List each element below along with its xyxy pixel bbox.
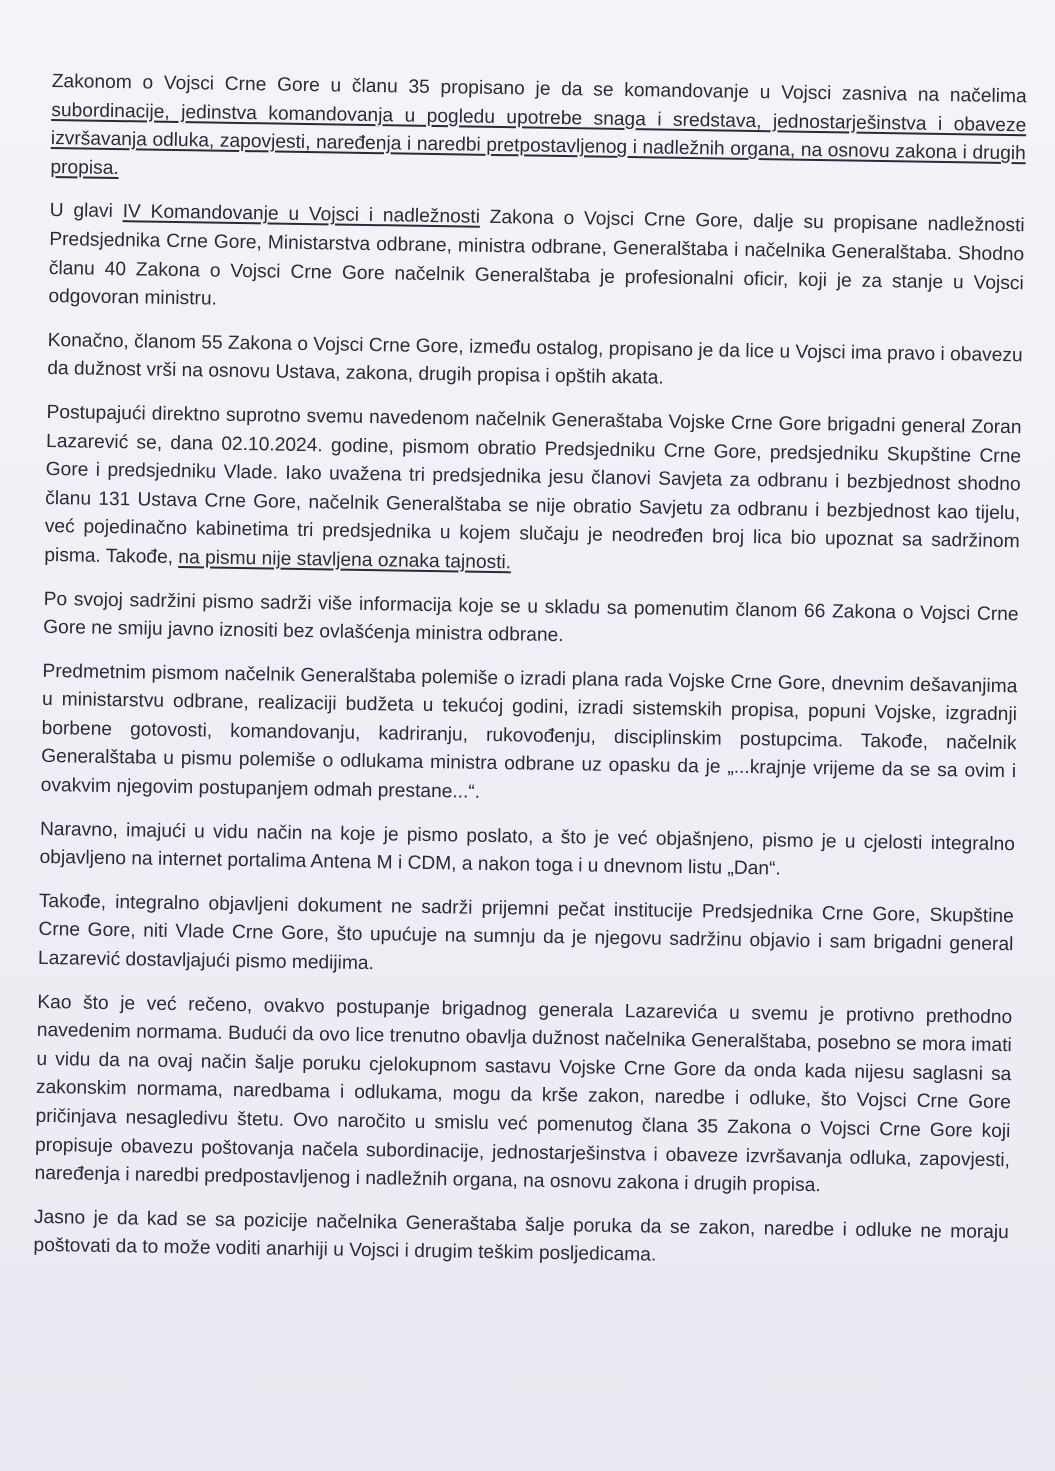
paragraph-4-underlined-text: na pismu nije stavljena oznaka tajnosti. [178, 546, 512, 574]
paragraph-3: Konačno, članom 55 Zakona o Vojsci Crne Gore, između ostalog, propisano je da lice u Vojsci ima pravo i obavezu da dužnost vrši na osnovu Ustava, zakona, drugih propisa i opštih akata. [47, 329, 1023, 389]
paragraph-1-text: Zakonom o Vojsci Crne Gore u članu 35 propisano je da se komandovanje u Vojsci zasniva na načelima [51, 70, 1027, 108]
paragraph-4 [44, 399, 1022, 586]
paragraph-1-underlined-text: subordinacije, jedinstva komandovanja u pogledu upotrebe snaga i sredstava, jednostarješinstva i obaveze izvršavanja odluka, zapovjesti, naređenja i naredbi pretpostavljenog i nadležnih organa, na osnovu zakona i drugih propisa. [50, 99, 1027, 179]
paragraph-6: Predmetnim pismom načelnik Generalštaba polemiše o izradi plana rada Vojske Crne Gore, dnevnim dešavanjima u ministarstvu odbrane, realizaciji budžeta u tekućoj godini, izradi sistemskih propisa, popuni Vojske, izgradnji borbene gotovosti, komandovanju, kadriranju, rukovođenju, disciplinskim postupcima. Takođe, načelnik Generalštaba u pismu polemiše o odlukama ministra odbrane uz opasku da je „...krajnje vrijeme da se sa ovim i ovakvim njegovim postupanjem odmah prestane...“. [40, 660, 1018, 803]
paragraph-2-underlined-text: IV Komandovanje u Vojsci i nadležnosti [122, 201, 481, 229]
paragraph-1 [50, 68, 1027, 198]
paragraph-2-text-end: Zakona o Vojsci Crne Gore, dalje su propisane nadležnosti Predsjednika Crne Gore, Ministarstva odbrane, ministra odbrane, Generalštaba i načelnika Generalštaba. Shodno članu 40 Zakona o Vojsci Crne Gore načelnik Generalštaba je profesionalni oficir, koji je za stanje u Vojsci odgovoran ministru. [48, 207, 1025, 310]
paragraph-10: Jasno je da kad se sa pozicije načelnika Generaštaba šalje poruka da se zakon, naredbe i odluke ne moraju poštovati da to može voditi anarhiji u Vojsci i drugim teškim posljedicama. [33, 1206, 1009, 1267]
paragraph-2 [48, 197, 1025, 327]
paragraph-2-text-start: U glavi [49, 200, 123, 223]
paragraph-4-text: Postupajući direktno suprotno svemu navedenom načelnik Generaštaba Vojske Crne Gore brigadni general Zoran Lazarević se, dana 02.10.2024. godine, pismom obratio Predsjedniku Crne Gore, predsjedniku Skupštine Crne Gore i predsjedniku Vlade. Iako uvažena tri predsjednika jesu članovi Savjeta za odbranu i bezbjednost shodno članu 131 Ustava Crne Gore, načelnik Generalštaba se nije obratio Savjetu za odbranu i bezbjednost kao tijelu, već pojedinačno kabinetima tri predsjednika u kojem slučaju je neodređen broj lica bio upoznat sa sadržinom pisma. Takođe, [44, 401, 1022, 568]
paragraph-7: Naravno, imajući u vidu način na koje je pismo poslato, a što je već objašnjeno, pismo je u cjelosti integralno objavljeno na internet portalima Antena M i CDM, a nakon toga i u dnevnom listu „Dan“. [39, 818, 1016, 880]
paragraph-5: Po svojoj sadržini pismo sadrži više informacija koje se u skladu sa pomenutim članom 66 Zakona o Vojsci Crne Gore ne smiju javno iznositi bez ovlašćenja ministra odbrane. [43, 588, 1019, 647]
paragraph-8: Takođe, integralno objavljeni dokument ne sadrži prijemni pečat institucije Predsjednika Crne Gore, Skupštine Crne Gore, niti Vlade Crne Gore, što upućuje na sumnju da je njegovu sadržinu objavio i sam brigadni general Lazarević dostavljajući pismo medijima. [37, 890, 1014, 975]
document-body [33, 68, 1027, 1291]
paragraph-9: Kao što je već rečeno, ovakvo postupanje brigadnog generala Lazarevića u svemu je protivno prethodno navedenim normama. Budući da ovo lice trenutno obavlja dužnost načelnika Generalštaba, posebno se mora imati u vidu da na ovaj način šalje poruku cjelokupnom sastavu Vojske Crne Gore da onda kada nijesu saglasni sa zakonskim normama, naredbama i odlukama, mogu da krše zakon, naredbe i odluke, što Vojsci Crne Gore pričinjava nesagledivu štetu. Ovo naročito u smislu već pomenutog člana 35 Zakona o Vojsci Crne Gore koji propisuje obavezu poštovanja načela subordinacije, jednostarješinstva i obaveze izvršavanja odluka, zapovjesti, naređenja i naredbi predpostavljenog i nadležnih organa, na osnovu zakona i drugih propisa. [34, 991, 1013, 1197]
